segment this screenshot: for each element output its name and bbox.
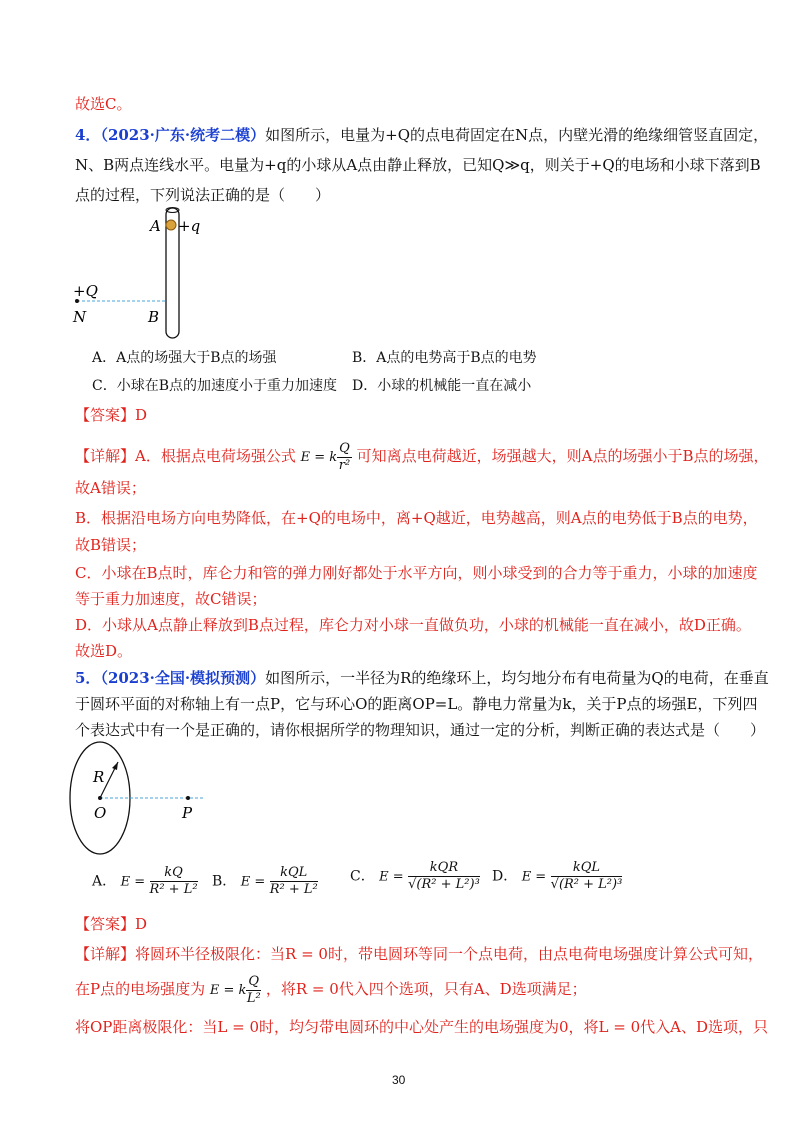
q4-option-b: B．A点的电势高于B点的电势 — [352, 350, 537, 366]
q4-stem-text1: 如图所示，电量为+Q的点电荷固定在N点，内壁光滑的绝缘细管竖直固定， — [265, 126, 769, 144]
q5-number: 5． — [75, 669, 101, 687]
q4-detail-c-line1: C．小球在B点时，库仑力和管的弹力刚好都处于水平方向，则小球受到的合力等于重力，小球的加速度 — [75, 564, 758, 582]
page-number: 30 — [392, 1073, 406, 1087]
q5-detail-line1: 【详解】将圆环半径极限化：当R = 0时，带电圆环等同一个点电荷，由点电荷电场强度计算公式可知， — [75, 945, 763, 963]
label-O: O — [94, 804, 107, 822]
q5-stem-line1 — [75, 668, 769, 688]
charged-ball — [166, 220, 176, 230]
q5-option-d: D． E = $\frac{\text{kQL}}{\text{√(R² + L²)³}}$ — [492, 860, 623, 892]
label-P: P — [182, 804, 193, 822]
q4-stem-line1 — [75, 125, 768, 145]
q5-detail-line2-prefix: 在P点的电场强度为 — [75, 980, 206, 998]
q5-detail-line3: 将OP距离极限化：当L = 0时，均匀带电圆环的中心处产生的电场强度为0，将L = 0代入A、D选项，只 — [75, 1018, 769, 1036]
q5-stem-line3: 个表达式中有一个是正确的，请你根据所学的物理知识，通过一定的分析，判断正确的表达式是（ ） — [75, 721, 766, 739]
q4-option-d: D．小球的机械能一直在减小 — [352, 378, 532, 394]
q4-option-c: C．小球在B点的加速度小于重力加速度 — [92, 378, 337, 394]
q5-ring-figure — [60, 740, 220, 860]
q4-stem-line2: N、B两点连线水平。电量为+q的小球从A点由静止释放，已知Q≫q，则关于+Q的电场和小球下落到B — [75, 156, 761, 174]
q4-detail-a-suffix: 可知离点电荷越近，场强越大，则A点的场强小于B点的场强， — [356, 447, 769, 465]
q3-conclusion: 故选C。 — [75, 95, 132, 113]
label-N: N — [73, 308, 87, 326]
center-O-dot — [98, 796, 102, 800]
q4-stem-line3: 点的过程，下列说法正确的是（ ） — [75, 186, 331, 204]
q5-source: （2023·全国·模拟预测） — [100, 669, 266, 687]
q4-detail-a-prefix: 【详解】A．根据点电荷场强公式 — [75, 447, 296, 465]
radius-arrow-icon — [112, 762, 118, 770]
q4-answer: 【答案】D — [75, 406, 148, 424]
q4-detail-d-line2: 故选D。 — [75, 642, 133, 660]
q5-option-b: B． E = $\frac{\text{kQL}}{\text{R² + L²}}$ — [212, 865, 318, 897]
label-B: B — [148, 308, 160, 326]
q4-detail-a-line2: 故A错误； — [75, 479, 146, 497]
q5-option-c: C． E = $\frac{\text{kQR}}{\text{√(R² + L²)³}}$ — [350, 860, 480, 892]
q5-stem-line2: 于圆环平面的对称轴上有一点P，它与环心O的距离OP=L。静电力常量为k，关于P点的场强E，下列四 — [75, 695, 758, 713]
label-R: R — [93, 768, 105, 786]
point-P-dot — [186, 796, 190, 800]
point-charge-field-formula: E = k $\frac{Q}{\text{L²}}$ — [209, 973, 261, 1006]
q4-detail-d-line1: D．小球从A点静止释放到B点过程，库仑力对小球一直做负功，小球的机械能一直在减小，故D正确。 — [75, 616, 751, 634]
q5-detail-line2-suffix: ，将R = 0代入四个选项，只有A、D选项满足； — [265, 980, 587, 998]
q5-option-a: A． E = $\frac{kQ}{\text{R² + L²}}$ — [92, 865, 198, 897]
q4-detail-a-line1 — [75, 438, 768, 476]
q4-option-a: A．A点的场强大于B点的场强 — [92, 350, 277, 366]
q5-detail-line2 — [75, 972, 587, 1008]
label-Q: +Q — [73, 282, 98, 300]
q5-answer: 【答案】D — [75, 915, 148, 933]
q4-source: （2023·广东·统考二模） — [100, 126, 266, 144]
q4-number: 4． — [75, 126, 101, 144]
q4-detail-c-line2: 等于重力加速度，故C错误； — [75, 590, 267, 608]
q4-detail-b-line2: 故B错误； — [75, 536, 147, 554]
coulomb-field-formula: E = k $\frac{Q}{\text{r²}}$ — [300, 440, 351, 473]
q4-tube-figure — [70, 200, 230, 345]
q5-stem-text1: 如图所示，一半径为R的绝缘环上，均匀地分布有电荷量为Q的电荷，在垂直 — [265, 669, 769, 687]
label-q: +q — [178, 217, 201, 235]
q4-detail-b-line1: B．根据沿电场方向电势降低，在+Q的电场中，离+Q越近，电势越高，则A点的电势低于B点的电势， — [75, 509, 758, 527]
label-A: A — [150, 217, 161, 235]
